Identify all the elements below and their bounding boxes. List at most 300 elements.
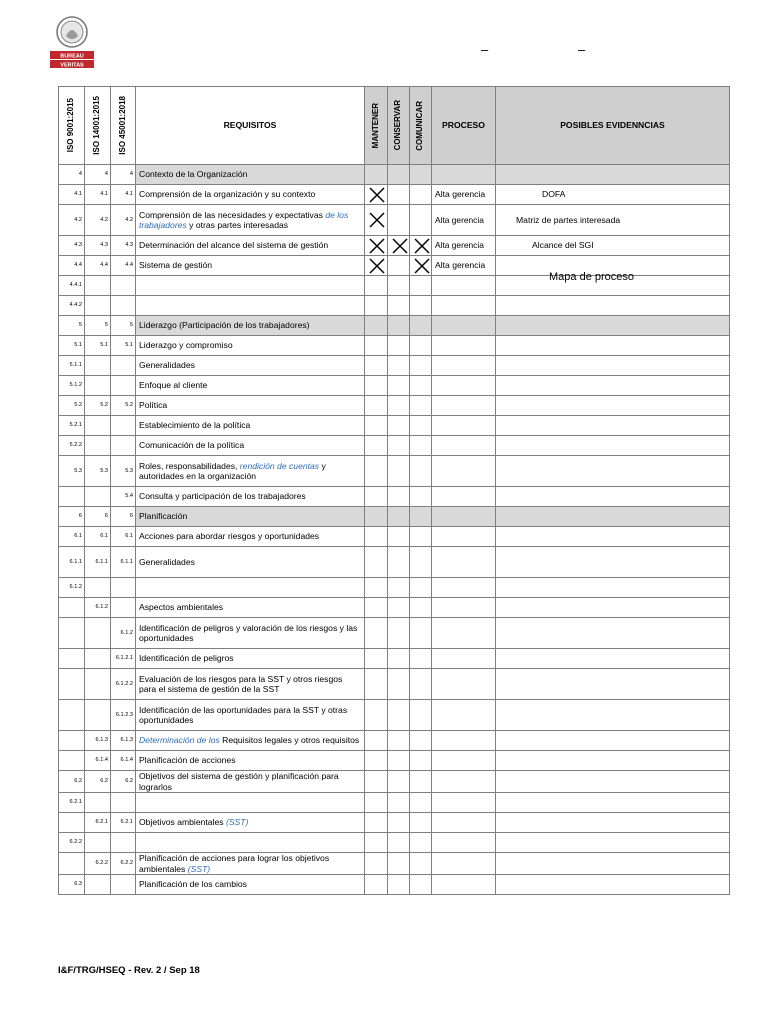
evidencia-cell (496, 875, 730, 895)
evidencia-cell (496, 649, 730, 669)
proceso-cell: Alta gerencia (432, 205, 496, 236)
table-row (59, 700, 730, 731)
iso14001-clause: 6.2 (85, 771, 111, 793)
conservar-cell (388, 356, 410, 376)
proceso-cell (432, 669, 496, 700)
table-row (59, 356, 730, 376)
iso14001-clause (85, 436, 111, 456)
mantener-cell (365, 205, 388, 236)
conservar-cell (388, 527, 410, 547)
requirement-text (136, 833, 365, 853)
iso14001-clause: 6.1.4 (85, 751, 111, 771)
requirement-text: Planificación de los cambios (136, 875, 365, 895)
proceso-cell (432, 527, 496, 547)
iso9001-clause: 4.1 (59, 185, 85, 205)
iso14001-clause (85, 296, 111, 316)
table-row (59, 487, 730, 507)
table-row (59, 833, 730, 853)
comunicar-cell (410, 396, 432, 416)
iso45001-clause: 6.2 (111, 771, 136, 793)
evidencia-cell (496, 618, 730, 649)
proceso-cell (432, 598, 496, 618)
mantener-cell (365, 185, 388, 205)
conservar-cell (388, 316, 410, 336)
requirement-text: Acciones para abordar riesgos y oportunidades (136, 527, 365, 547)
requirement-text (136, 793, 365, 813)
iso45001-clause: 5.3 (111, 456, 136, 487)
evidencia-cell (496, 731, 730, 751)
conservar-cell (388, 793, 410, 813)
requirement-text: Enfoque al cliente (136, 376, 365, 396)
section-row (59, 165, 730, 185)
mantener-cell (365, 296, 388, 316)
evidencia-cell (496, 598, 730, 618)
comunicar-cell (410, 436, 432, 456)
iso9001-clause (59, 700, 85, 731)
mantener-cell (365, 731, 388, 751)
header-dash-2: – (578, 42, 586, 57)
evidencia-cell (496, 436, 730, 456)
iso9001-clause: 6.1 (59, 527, 85, 547)
comunicar-cell (410, 751, 432, 771)
mantener-cell (365, 700, 388, 731)
iso14001-clause (85, 669, 111, 700)
conservar-cell (388, 547, 410, 578)
iso14001-clause (85, 618, 111, 649)
table-row (59, 416, 730, 436)
proceso-cell (432, 396, 496, 416)
proceso-cell (432, 618, 496, 649)
requirement-text-part: Requisitos legales y otros requisitos (219, 735, 360, 746)
requirement-text: Establecimiento de la política (136, 416, 365, 436)
proceso-cell (432, 751, 496, 771)
header-dash-1: – (481, 42, 489, 57)
mantener-cell (365, 649, 388, 669)
iso45001-clause: 6.1.1 (111, 547, 136, 578)
header-comunicar: COMUNICAR (410, 87, 432, 165)
iso14001-clause: 6.1 (85, 527, 111, 547)
conservar-cell (388, 700, 410, 731)
requirement-text: Generalidades (136, 547, 365, 578)
iso9001-clause: 4 (59, 165, 85, 185)
evidencia-cell (496, 316, 730, 336)
iso9001-clause: 4.3 (59, 236, 85, 256)
evidencia-cell (496, 396, 730, 416)
table-row (59, 376, 730, 396)
requirement-text: Contexto de la Organización (136, 165, 365, 185)
iso9001-clause: 6 (59, 507, 85, 527)
header-proceso: PROCESO (432, 87, 496, 165)
evidencia-cell (496, 456, 730, 487)
iso9001-clause: 4.4.2 (59, 296, 85, 316)
evidencia-cell (496, 487, 730, 507)
comunicar-cell (410, 649, 432, 669)
comunicar-cell (410, 598, 432, 618)
requirement-highlight: de los trabajadores (139, 209, 349, 230)
comunicar-cell (410, 456, 432, 487)
requirement-text: Identificación de peligros (136, 649, 365, 669)
iso9001-clause: 5.2.2 (59, 436, 85, 456)
requirement-highlight: (SST) (225, 817, 249, 828)
conservar-cell (388, 731, 410, 751)
section-row (59, 507, 730, 527)
requirement-text: Liderazgo y compromiso (136, 336, 365, 356)
mantener-cell (365, 236, 388, 256)
table-row (59, 578, 730, 598)
proceso-cell (432, 376, 496, 396)
conservar-cell (388, 833, 410, 853)
conservar-cell (388, 185, 410, 205)
iso45001-clause (111, 296, 136, 316)
comunicar-cell (410, 669, 432, 700)
comunicar-cell (410, 276, 432, 296)
check-x-icon (391, 238, 409, 254)
conservar-cell (388, 618, 410, 649)
table-row (59, 547, 730, 578)
iso45001-clause (111, 598, 136, 618)
evidencia-cell (496, 416, 730, 436)
iso14001-clause: 6.1.3 (85, 731, 111, 751)
iso9001-clause (59, 853, 85, 875)
proceso-cell (432, 296, 496, 316)
requirement-text (136, 456, 365, 487)
iso45001-clause: 5.1 (111, 336, 136, 356)
comunicar-cell (410, 356, 432, 376)
iso45001-clause: 6.1 (111, 527, 136, 547)
evidencia-cell (496, 507, 730, 527)
conservar-cell (388, 487, 410, 507)
header-mantener: MANTENER (365, 87, 388, 165)
iso45001-clause: 4 (111, 165, 136, 185)
conservar-cell (388, 165, 410, 185)
proceso-cell (432, 456, 496, 487)
evidencia-cell: Alcance del SGI (496, 236, 730, 256)
header-evidencias: POSIBLES EVIDENNCIAS (496, 87, 730, 165)
iso14001-clause (85, 416, 111, 436)
iso14001-clause: 6.1.2 (85, 598, 111, 618)
iso45001-clause: 6.1.2 (111, 618, 136, 649)
requirement-highlight: (SST) (187, 863, 211, 874)
requirement-text (136, 276, 365, 296)
iso45001-clause: 5 (111, 316, 136, 336)
conservar-cell (388, 396, 410, 416)
conservar-cell (388, 507, 410, 527)
iso45001-clause: 6 (111, 507, 136, 527)
proceso-cell (432, 649, 496, 669)
iso14001-clause: 4 (85, 165, 111, 185)
evidencia-cell (496, 578, 730, 598)
iso45001-clause (111, 578, 136, 598)
proceso-cell: Alta gerencia (432, 256, 496, 276)
comunicar-cell (410, 547, 432, 578)
iso14001-clause: 4.4 (85, 256, 111, 276)
iso14001-clause: 4.3 (85, 236, 111, 256)
iso9001-clause: 6.2 (59, 771, 85, 793)
iso14001-clause: 6.2.2 (85, 853, 111, 875)
table-row (59, 396, 730, 416)
proceso-cell (432, 771, 496, 793)
iso45001-clause: 4.1 (111, 185, 136, 205)
comunicar-cell (410, 875, 432, 895)
conservar-cell (388, 276, 410, 296)
requirement-text: Comunicación de la política (136, 436, 365, 456)
mantener-cell (365, 527, 388, 547)
table-row (59, 456, 730, 487)
proceso-cell (432, 316, 496, 336)
mantener-cell (365, 487, 388, 507)
iso9001-clause: 5.1.2 (59, 376, 85, 396)
mantener-cell (365, 771, 388, 793)
bureau-veritas-logo (50, 14, 94, 70)
requirement-text: Comprensión de la organización y su contexto (136, 185, 365, 205)
conservar-cell (388, 875, 410, 895)
iso9001-clause: 6.1.2 (59, 578, 85, 598)
requirement-text: Consulta y participación de los trabajadores (136, 487, 365, 507)
proceso-cell (432, 853, 496, 875)
mantener-cell (365, 356, 388, 376)
comunicar-cell (410, 205, 432, 236)
table-row (59, 793, 730, 813)
iso9001-clause: 5.1.1 (59, 356, 85, 376)
check-x-icon (368, 258, 386, 274)
conservar-cell (388, 578, 410, 598)
comunicar-cell (410, 527, 432, 547)
comunicar-cell (410, 236, 432, 256)
mantener-cell (365, 547, 388, 578)
table-row (59, 771, 730, 793)
mantener-cell (365, 336, 388, 356)
svg-text:VERITAS: VERITAS (60, 62, 84, 69)
requirement-text-part: Roles, responsabilidades, (139, 460, 240, 471)
iso45001-clause (111, 356, 136, 376)
requirement-text: Generalidades (136, 356, 365, 376)
requirement-text (136, 731, 365, 751)
iso9001-clause: 6.2.2 (59, 833, 85, 853)
proceso-cell (432, 165, 496, 185)
conservar-cell (388, 751, 410, 771)
iso45001-clause: 6.2.2 (111, 853, 136, 875)
comunicar-cell (410, 793, 432, 813)
comunicar-cell (410, 316, 432, 336)
iso14001-clause (85, 833, 111, 853)
iso45001-clause: 4.3 (111, 236, 136, 256)
conservar-cell (388, 236, 410, 256)
iso14001-clause: 6.2.1 (85, 813, 111, 833)
evidencia-cell (496, 669, 730, 700)
table-row (59, 336, 730, 356)
proceso-cell (432, 547, 496, 578)
comunicar-cell (410, 487, 432, 507)
iso14001-clause (85, 578, 111, 598)
requirement-text (136, 578, 365, 598)
evidencia-cell (496, 527, 730, 547)
table-row (59, 618, 730, 649)
iso45001-clause: 5.4 (111, 487, 136, 507)
requirement-text (136, 853, 365, 875)
iso14001-clause: 4.2 (85, 205, 111, 236)
iso9001-clause (59, 649, 85, 669)
requirement-text: Planificación (136, 507, 365, 527)
iso14001-clause: 6.1.1 (85, 547, 111, 578)
check-x-icon (413, 238, 431, 254)
evidencia-cell (496, 813, 730, 833)
requirement-text: Aspectos ambientales (136, 598, 365, 618)
iso9001-clause: 4.2 (59, 205, 85, 236)
conservar-cell (388, 813, 410, 833)
iso9001-clause: 5 (59, 316, 85, 336)
table-header-row (59, 87, 730, 165)
svg-text:BUREAU: BUREAU (60, 53, 84, 60)
requirement-text-part: y autoridades en la organización (139, 460, 326, 481)
proceso-cell (432, 731, 496, 751)
header-iso14001: ISO 14001:2015 (85, 87, 111, 165)
comunicar-cell (410, 256, 432, 276)
evidencia-cell (496, 547, 730, 578)
table-row (59, 236, 730, 256)
comunicar-cell (410, 578, 432, 598)
evidencia-cell (496, 356, 730, 376)
iso14001-clause (85, 793, 111, 813)
requirement-highlight: rendición de cuentas (239, 460, 320, 471)
iso45001-clause: 6.1.3 (111, 731, 136, 751)
evidencia-cell (496, 853, 730, 875)
iso9001-clause: 6.1.1 (59, 547, 85, 578)
requirement-text: Liderazgo (Participación de los trabajadores) (136, 316, 365, 336)
table-row (59, 296, 730, 316)
requirement-text: Política (136, 396, 365, 416)
mantener-cell (365, 165, 388, 185)
comunicar-cell (410, 507, 432, 527)
iso45001-clause: 4.2 (111, 205, 136, 236)
iso14001-clause: 4.1 (85, 185, 111, 205)
mantener-cell (365, 376, 388, 396)
check-x-icon (368, 212, 386, 228)
iso9001-clause (59, 618, 85, 649)
iso14001-clause: 5.1 (85, 336, 111, 356)
requirement-text: Objetivos del sistema de gestión y planificación para lograrlos (136, 771, 365, 793)
mantener-cell (365, 416, 388, 436)
iso9001-clause (59, 598, 85, 618)
table-row (59, 598, 730, 618)
requirement-text (136, 813, 365, 833)
iso9001-clause: 6.2.1 (59, 793, 85, 813)
iso45001-clause (111, 376, 136, 396)
conservar-cell (388, 649, 410, 669)
iso9001-clause (59, 669, 85, 700)
proceso-cell (432, 356, 496, 376)
iso45001-clause: 4.4 (111, 256, 136, 276)
evidencia-cell (496, 296, 730, 316)
iso14001-clause (85, 356, 111, 376)
iso9001-clause: 6.3 (59, 875, 85, 895)
iso9001-clause: 4.4.1 (59, 276, 85, 296)
mantener-cell (365, 853, 388, 875)
header-conservar: CONSERVAR (388, 87, 410, 165)
table-row (59, 875, 730, 895)
mantener-cell (365, 875, 388, 895)
proceso-cell: Alta gerencia (432, 185, 496, 205)
mantener-cell (365, 618, 388, 649)
requirement-text: Evaluación de los riesgos para la SST y otros riesgos para el sistema de gestión de la SST (136, 669, 365, 700)
comunicar-cell (410, 853, 432, 875)
iso45001-clause (111, 276, 136, 296)
requirement-text: Identificación de las oportunidades para la SST y otras oportunidades (136, 700, 365, 731)
evidencia-cell (496, 793, 730, 813)
proceso-cell (432, 875, 496, 895)
mantener-cell (365, 813, 388, 833)
requirement-text-part: Comprensión de las necesidades y expectativas (139, 209, 326, 220)
mantener-cell (365, 256, 388, 276)
mantener-cell (365, 276, 388, 296)
table-row (59, 731, 730, 751)
requirement-text-part: Objetivos ambientales (139, 817, 226, 828)
iso14001-clause (85, 649, 111, 669)
proceso-cell (432, 813, 496, 833)
requirement-text: Planificación de acciones (136, 751, 365, 771)
iso14001-clause (85, 875, 111, 895)
table-row (59, 813, 730, 833)
header-requisitos: REQUISITOS (136, 87, 365, 165)
proceso-cell (432, 276, 496, 296)
mantener-cell (365, 833, 388, 853)
mantener-cell (365, 456, 388, 487)
conservar-cell (388, 376, 410, 396)
iso45001-clause (111, 436, 136, 456)
table-row (59, 185, 730, 205)
iso9001-clause (59, 487, 85, 507)
table-row (59, 205, 730, 236)
iso9001-clause: 5.2 (59, 396, 85, 416)
iso9001-clause (59, 731, 85, 751)
conservar-cell (388, 416, 410, 436)
comunicar-cell (410, 185, 432, 205)
proceso-cell (432, 700, 496, 731)
iso45001-clause: 6.1.2.1 (111, 649, 136, 669)
iso45001-clause (111, 793, 136, 813)
table-row (59, 853, 730, 875)
proceso-cell (432, 793, 496, 813)
conservar-cell (388, 436, 410, 456)
iso14001-clause (85, 276, 111, 296)
requirement-text: Sistema de gestión (136, 256, 365, 276)
mantener-cell (365, 316, 388, 336)
iso9001-clause (59, 751, 85, 771)
iso45001-clause: 6.2.1 (111, 813, 136, 833)
header-iso45001: ISO 45001:2018 (111, 87, 136, 165)
comunicar-cell (410, 618, 432, 649)
proceso-cell (432, 578, 496, 598)
mantener-cell (365, 436, 388, 456)
evidencia-cell (496, 376, 730, 396)
iso45001-clause: 6.1.2.3 (111, 700, 136, 731)
requirement-text: Determinación del alcance del sistema de gestión (136, 236, 365, 256)
comunicar-cell (410, 336, 432, 356)
mantener-cell (365, 578, 388, 598)
conservar-cell (388, 771, 410, 793)
conservar-cell (388, 336, 410, 356)
iso45001-clause (111, 416, 136, 436)
table-row (59, 669, 730, 700)
mantener-cell (365, 507, 388, 527)
comunicar-cell (410, 416, 432, 436)
iso45001-clause: 5.2 (111, 396, 136, 416)
proceso-cell (432, 416, 496, 436)
iso45001-clause: 6.1.2.2 (111, 669, 136, 700)
table-row (59, 751, 730, 771)
conservar-cell (388, 853, 410, 875)
proceso-cell (432, 336, 496, 356)
iso45001-clause: 6.1.4 (111, 751, 136, 771)
